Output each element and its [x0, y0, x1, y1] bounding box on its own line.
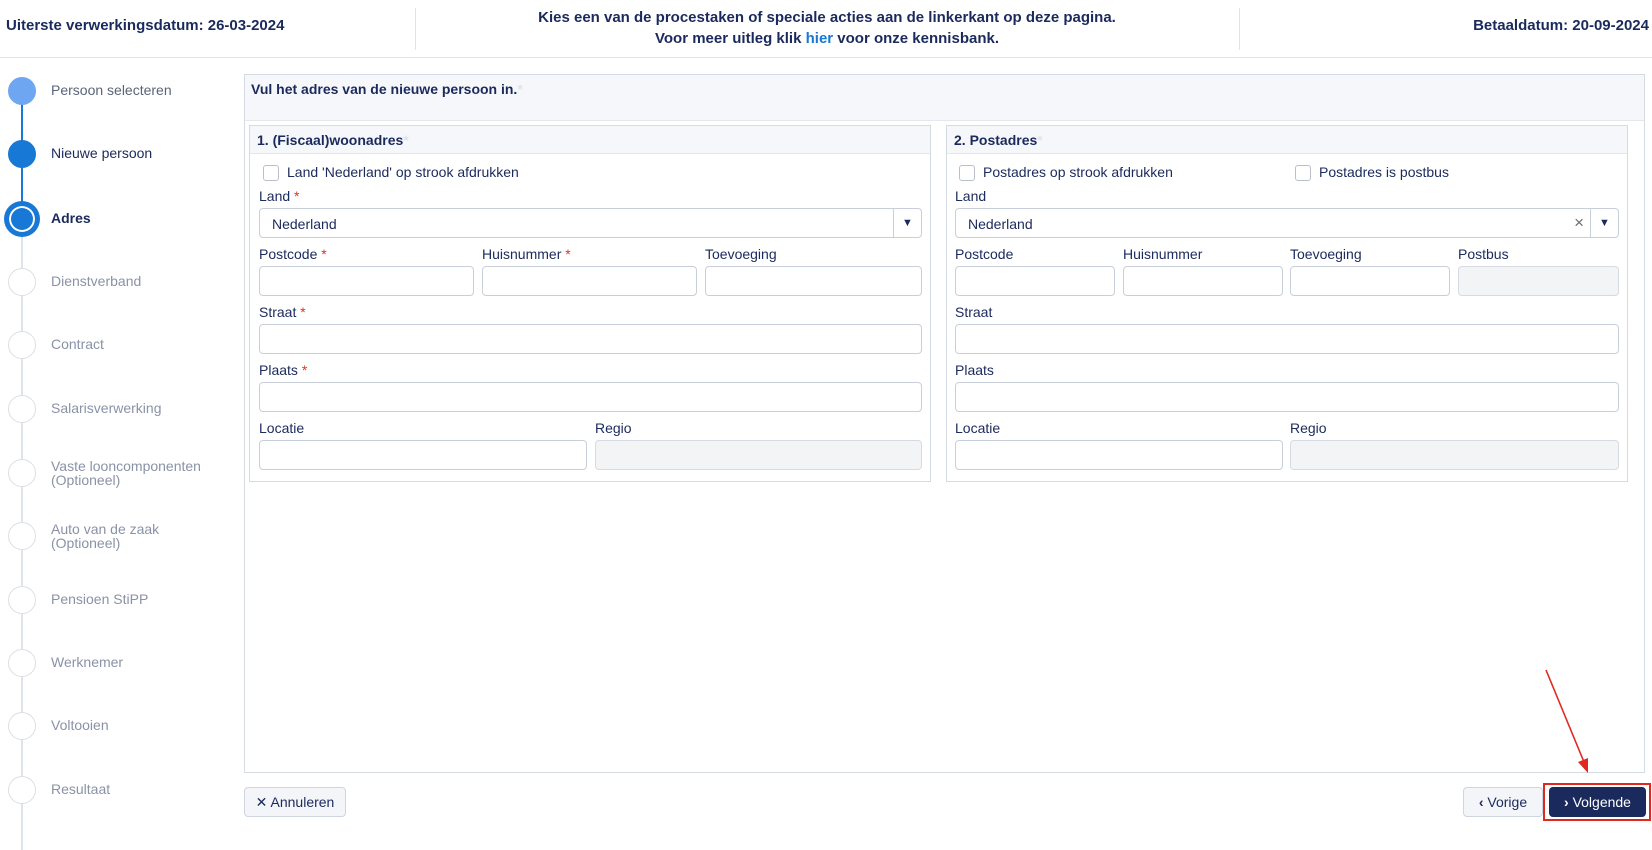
payment-date: Betaaldatum: 20-09-2024 [1473, 17, 1649, 34]
location-input[interactable] [259, 440, 587, 470]
step-pensioen-stipp[interactable] [0, 580, 230, 620]
addition-label: Toevoeging [705, 246, 777, 262]
next-button-label: Volgende [1572, 794, 1631, 810]
required-marker: * [300, 304, 306, 320]
section-header [947, 126, 1627, 154]
print-postal-label: Postadres op strook afdrukken [983, 164, 1173, 180]
step-label: Pensioen StiPP [51, 591, 149, 607]
region-label: Regio [595, 420, 632, 436]
step-adres[interactable] [0, 199, 230, 239]
process-stepper [0, 58, 230, 850]
close-icon: ✕ [255, 794, 268, 810]
print-country-checkbox[interactable] [263, 165, 279, 181]
country-select[interactable] [955, 208, 1619, 238]
instruction-line-2 [415, 28, 1239, 49]
print-postal-checkbox[interactable] [959, 165, 975, 181]
section-title: 2. Postadres [954, 132, 1038, 148]
step-label: Salarisverwerking [51, 400, 162, 416]
addition-label: Toevoeging [1290, 246, 1362, 262]
country-select-value: Nederland [968, 216, 1033, 232]
house-number-label-text: Huisnummer [482, 246, 562, 262]
section-title: 1. (Fiscaal)woonadres [257, 132, 404, 148]
region-label: Regio [1290, 420, 1327, 436]
step-indicator [8, 459, 36, 487]
region-input [1290, 440, 1619, 470]
street-input[interactable] [955, 324, 1619, 354]
postcode-input[interactable] [259, 266, 474, 296]
street-label [259, 304, 306, 320]
step-indicator [8, 77, 36, 105]
country-label [259, 188, 300, 204]
step-auto-van-de-zaak[interactable] [0, 516, 230, 556]
chevron-down-icon[interactable]: ▼ [893, 209, 921, 237]
section-header [250, 126, 930, 154]
instruction-line-1: Kies een van de procestaken of speciale acties aan de linkerkant op deze pagina. [538, 9, 1116, 26]
step-indicator [8, 712, 36, 740]
step-persoon-selecteren[interactable] [0, 71, 230, 111]
step-indicator [8, 268, 36, 296]
step-indicator [8, 649, 36, 677]
city-label-text: Plaats [259, 362, 298, 378]
house-number-input[interactable] [482, 266, 697, 296]
street-label: Straat [955, 304, 993, 320]
section-title-marker: * [403, 132, 409, 148]
step-label: Auto van de zaak (Optioneel) [51, 521, 160, 551]
required-marker: * [565, 246, 571, 262]
instruction-text [415, 7, 1239, 49]
step-label: Voltooien [51, 717, 109, 733]
header-divider [1239, 8, 1240, 50]
country-select[interactable] [259, 208, 922, 238]
step-label: Resultaat [51, 781, 111, 797]
step-indicator [8, 140, 36, 168]
step-label: Nieuwe persoon [51, 145, 153, 161]
step-indicator [8, 522, 36, 550]
location-input[interactable] [955, 440, 1283, 470]
next-button[interactable] [1549, 787, 1646, 817]
addition-input[interactable] [705, 266, 922, 296]
step-indicator [8, 586, 36, 614]
cancel-button[interactable] [244, 787, 346, 817]
step-label: Werknemer [51, 654, 124, 670]
step-salarisverwerking[interactable] [0, 389, 230, 429]
step-indicator [8, 395, 36, 423]
chevron-right-icon: › [1564, 794, 1569, 810]
step-nieuwe-persoon[interactable] [0, 134, 230, 174]
required-marker: * [321, 246, 327, 262]
form-header [245, 75, 1644, 121]
chevron-down-icon[interactable]: ▼ [1590, 209, 1618, 237]
is-po-box-label: Postadres is postbus [1319, 164, 1449, 180]
print-country-label: Land 'Nederland' op strook afdrukken [287, 164, 519, 180]
house-number-label: Huisnummer [1123, 246, 1203, 262]
city-input[interactable] [955, 382, 1619, 412]
country-select-value: Nederland [272, 216, 337, 232]
postcode-label-text: Postcode [259, 246, 318, 262]
country-label-text: Land [259, 188, 291, 204]
city-input[interactable] [259, 382, 922, 412]
step-werknemer[interactable] [0, 643, 230, 683]
house-number-input[interactable] [1123, 266, 1283, 296]
top-bar [0, 0, 1652, 58]
required-marker: * [294, 188, 300, 204]
step-indicator [8, 331, 36, 359]
city-label [259, 362, 307, 378]
postcode-input[interactable] [955, 266, 1115, 296]
step-label: Vaste looncomponenten (Optioneel) [51, 458, 201, 488]
country-label: Land [955, 188, 987, 204]
chevron-left-icon: ‹ [1478, 794, 1484, 810]
step-label: Adres [51, 210, 91, 226]
city-label: Plaats [955, 362, 994, 378]
postcode-label [259, 246, 327, 262]
step-indicator-active [6, 203, 38, 235]
required-marker: * [301, 362, 308, 378]
residential-address-section [249, 125, 931, 482]
form-title-marker: * [517, 81, 523, 97]
knowledge-base-link[interactable]: hier [805, 30, 834, 47]
region-input [595, 440, 922, 470]
po-box-label: Postbus [1458, 246, 1509, 262]
instruction-line-2-pre: Voor meer uitleg klik [655, 30, 806, 47]
step-dienstverband[interactable] [0, 262, 230, 302]
location-label: Locatie [955, 420, 1001, 436]
previous-button[interactable] [1463, 787, 1543, 817]
step-label: Contract [51, 336, 104, 352]
street-label-text: Straat [259, 304, 297, 320]
postal-address-section [946, 125, 1628, 482]
postcode-label: Postcode [955, 246, 1014, 262]
form-title-text: Vul het adres van de nieuwe persoon in. [251, 81, 518, 97]
step-label: Persoon selecteren [51, 82, 172, 98]
po-box-input [1458, 266, 1619, 296]
step-label: Dienstverband [51, 273, 142, 289]
house-number-label [482, 246, 571, 262]
step-voltooien[interactable] [0, 706, 230, 746]
step-contract[interactable] [0, 325, 230, 365]
clear-icon[interactable]: × [1574, 213, 1584, 232]
location-label: Locatie [259, 420, 305, 436]
address-form-panel [244, 74, 1645, 773]
processing-deadline: Uiterste verwerkingsdatum: 26-03-2024 [6, 17, 285, 34]
step-resultaat[interactable] [0, 770, 230, 810]
form-title [251, 81, 523, 97]
step-vaste-looncomponenten[interactable] [0, 453, 230, 493]
instruction-line-2-post: voor onze kennisbank. [833, 30, 999, 47]
section-title-marker: * [1037, 132, 1043, 148]
cancel-button-label: Annuleren [270, 794, 335, 810]
previous-button-label: Vorige [1487, 794, 1528, 810]
addition-input[interactable] [1290, 266, 1450, 296]
step-indicator [8, 776, 36, 804]
is-po-box-checkbox[interactable] [1295, 165, 1311, 181]
street-input[interactable] [259, 324, 922, 354]
